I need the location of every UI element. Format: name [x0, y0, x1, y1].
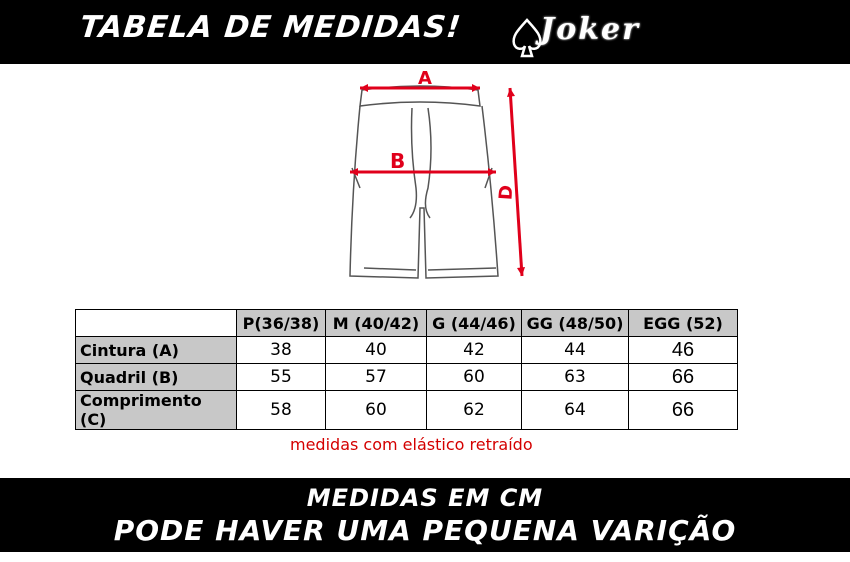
shorts-diagram	[330, 68, 530, 288]
column-header: GG (48/50)	[522, 310, 629, 337]
size-table	[75, 309, 738, 430]
table-cell: 57	[326, 364, 427, 391]
header-blank-cell	[76, 310, 237, 337]
table-cell: 58	[237, 391, 326, 430]
column-header: G (44/46)	[427, 310, 522, 337]
label-d: D	[495, 184, 518, 201]
table-cell: 55	[237, 364, 326, 391]
table-cell: 64	[522, 391, 629, 430]
table-cell: 60	[427, 364, 522, 391]
table-cell: 42	[427, 337, 522, 364]
spade-icon	[510, 18, 544, 58]
table-cell: 66	[629, 364, 738, 391]
table-row	[76, 337, 738, 364]
footer-line-2: PODE HAVER UMA PEQUENA VARIÇÃO	[113, 514, 737, 547]
footer-line-1: MEDIDAS EM CM	[306, 484, 544, 512]
measurement-note: medidas com elástico retraído	[290, 435, 533, 454]
table-row	[76, 391, 738, 430]
table-cell: 44	[522, 337, 629, 364]
column-header: P(36/38)	[237, 310, 326, 337]
table-cell: 46	[629, 337, 738, 364]
table-row	[76, 364, 738, 391]
table-cell: 66	[629, 391, 738, 430]
brand-logo	[510, 4, 650, 60]
row-label: Cintura (A)	[76, 337, 237, 364]
label-b: B	[390, 149, 406, 173]
table-cell: 60	[326, 391, 427, 430]
table-cell: 38	[237, 337, 326, 364]
label-a: A	[418, 68, 432, 89]
table-cell: 62	[427, 391, 522, 430]
page-title: TABELA DE MEDIDAS!	[78, 10, 463, 45]
table-cell: 40	[326, 337, 427, 364]
column-header: EGG (52)	[629, 310, 738, 337]
row-label: Quadril (B)	[76, 364, 237, 391]
column-header: M (40/42)	[326, 310, 427, 337]
brand-name: Joker	[540, 12, 640, 47]
table-cell: 63	[522, 364, 629, 391]
table-header-row	[76, 310, 738, 337]
row-label: Comprimento (C)	[76, 391, 237, 430]
